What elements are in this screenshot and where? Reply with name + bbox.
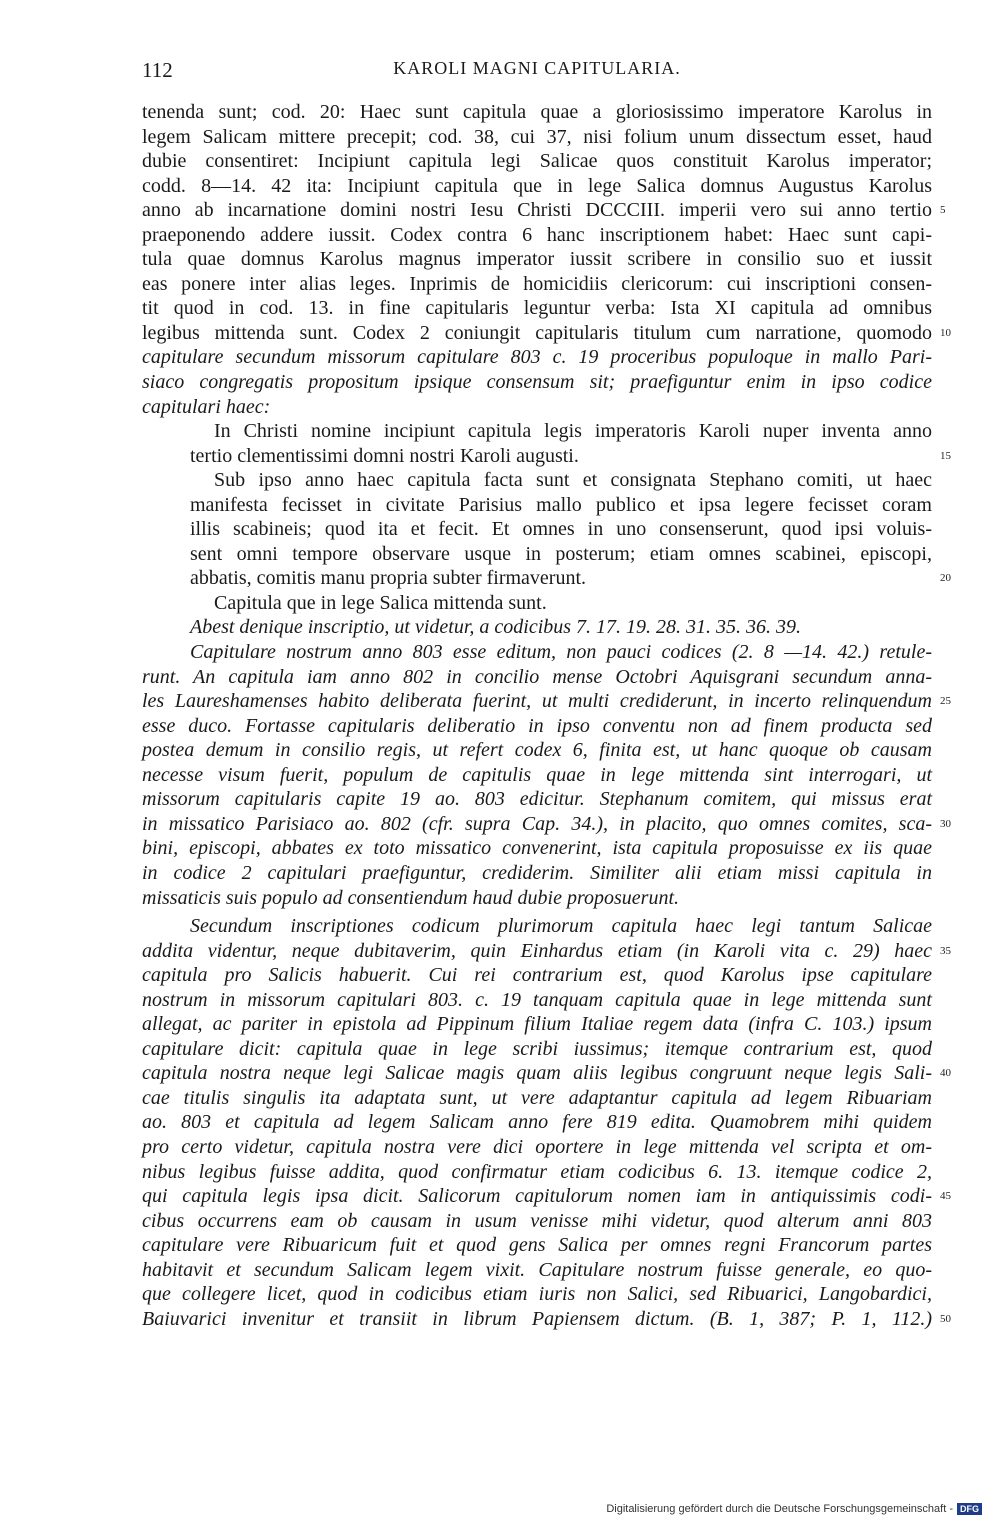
text-line: legem Salicam mittere precepit; cod. 38, cui 37, nisi folium unum dissectum esset, haud [142, 125, 932, 148]
text-line: postea demum in consilio regis, ut refert codex 6, finita est, ut hanc quoque ob causam [142, 739, 932, 762]
footer-text: Digitalisierung gefördert durch die Deutsche Forschungsgemeinschaft - [606, 1503, 953, 1515]
text-line: capitulare vere Ribuaricum fuit et quod gens Salica per omnes regni Francorum partes [142, 1234, 932, 1257]
text-line: Capitula que in lege Salica mittenda sunt. [214, 591, 547, 614]
text-line: runt. An capitula iam anno 802 in concilio mense Octobri Aquisgrani secundum anna- [142, 665, 932, 688]
text-line: siaco congregatis propositum ipsique consensum sit; praefiguntur enim in ipso codice [142, 371, 932, 394]
page-number: 112 [142, 58, 173, 82]
text-line: capitulare secundum missorum capitulare 803 c. 19 proceribus populoque in mallo Pari- [142, 346, 932, 369]
text-line: In Christi nomine incipiunt capitula legis imperatoris Karoli nuper inventa anno [214, 420, 932, 443]
margin-line-number: 20 [940, 572, 951, 584]
text-line: cibus occurrens eam ob causam in usum venisse mihi videtur, quod alterum anni 803 [142, 1209, 932, 1232]
text-line: missaticis suis populo ad consentiendum haud dubie proposuerunt. [142, 886, 680, 909]
text-line: habitavit et secundum Salicam legem vixit. Capitulare nostrum fuisse generale, eo quo- [142, 1258, 932, 1281]
text-line: tertio clementissimi domni nostri Karoli augusti. [190, 444, 579, 467]
text-line: pro certo videtur, capitula nostra vere dici oportere in lege mittenda vel scripta et om- [142, 1135, 932, 1158]
text-line: qui capitula legis ipsa dicit. Salicorum capitulorum nomen iam in antiquissimis codi- [142, 1185, 932, 1208]
text-line: Capitulare nostrum anno 803 esse editum, non pauci codices (2. 8 —14. 42.) retule- [190, 641, 932, 664]
text-line: que collegere licet, quod in codicibus etiam iuris non Salici, sed Ribuarici, Langobardici, [142, 1283, 932, 1306]
text-line: Secundum inscriptiones codicum plurimorum capitula haec legi tantum Salicae [190, 915, 932, 938]
page-header [142, 58, 932, 88]
margin-line-number: 25 [940, 695, 951, 707]
text-line: in missatico Parisiaco ao. 802 (cfr. supra Cap. 34.), in placito, quo omnes comites, sca- [142, 812, 932, 835]
text-line: addita videntur, neque dubitaverim, quin Einhardus etiam (in Karoli vita c. 29) haec [142, 939, 932, 962]
running-title: KAROLI MAGNI CAPITULARIA. [393, 58, 681, 78]
text-line: tenenda sunt; cod. 20: Haec sunt capitula quae a gloriosissimo imperatore Karolus in [142, 101, 932, 123]
margin-line-number: 50 [940, 1313, 951, 1325]
margin-line-number: 40 [940, 1067, 951, 1079]
text-line: anno ab incarnatione domini nostri Iesu Christi DCCCIII. imperii vero sui anno tertio [142, 199, 932, 222]
text-line: tit quod in cod. 13. in fine capitularis leguntur verba: Ista XI capitula ad omnibus [142, 297, 932, 320]
margin-line-number: 15 [940, 450, 951, 462]
text-line: Sub ipso anno haec capitula facta sunt et consignata Stephano comiti, ut haec [214, 469, 932, 492]
text-line: capitulari haec: [142, 395, 271, 418]
text-line: abbatis, comitis manu propria subter firmaverunt. [190, 567, 587, 590]
text-line: dubie consentiret: Incipiunt capitula legi Salicae quos constituit Karolus imperator; [142, 150, 932, 173]
text-body [142, 100, 932, 1331]
text-line: manifesta fecisset in civitate Parisius mallo publico et ipsa legere fecisset coram [190, 493, 932, 516]
margin-line-number: 30 [940, 818, 951, 830]
text-line: capitula pro Salicis habuerit. Cui rei contrarium est, quod Karolus ipse capitulare [142, 964, 932, 987]
text-line: illis scabineis; quod ita et fecit. Et omnes in uno consenserunt, quod ipsi voluis- [190, 518, 932, 541]
text-line: legibus mittenda sunt. Codex 2 coniungit capitularis titulum cum narratione, quomodo [142, 321, 932, 344]
text-line: praeponendo addere iussit. Codex contra 6 hanc inscriptionem habet: Haec sunt capi- [142, 223, 932, 246]
text-line: Abest denique inscriptio, ut videtur, a codicibus 7. 17. 19. 28. 31. 35. 36. 39. [190, 616, 802, 639]
text-line: nibus legibus fuisse addita, quod confirmatur etiam codicibus 6. 13. itemque codice 2, [142, 1160, 932, 1183]
text-line: missorum capitularis capite 19 ao. 803 edicitur. Stephanum comitem, qui missus erat [142, 788, 932, 811]
text-line: nostrum in missorum capitulari 803. c. 19 tanquam capitula quae in lege mittenda sunt [142, 988, 932, 1011]
text-line: allegat, ac pariter in epistola ad Pippinum filium Italiae regem data (infra C. 103.) ipsum [142, 1013, 932, 1036]
text-line: capitula nostra neque legi Salicae magis quam aliis legibus congruunt neque legis Sali- [142, 1062, 932, 1085]
text-line: codd. 8—14. 42 ita: Incipiunt capitula que in lege Salica domnus Augustus Karolus [142, 174, 932, 197]
footer-credit [606, 1503, 982, 1515]
text-line: necesse visum fuerit, populum de capitulis quae in lege mittenda sint interrogari, ut [142, 763, 932, 786]
text-line: ao. 803 et capitula ad legem Salicam anno fere 819 edita. Quamobrem mihi quidem [142, 1111, 932, 1134]
dfg-logo-icon: DFG [957, 1503, 982, 1515]
margin-line-number: 10 [940, 327, 951, 339]
text-line: eas ponere inter alias leges. Inprimis de homicidiis clericorum: cui inscriptioni consen- [142, 272, 932, 295]
margin-line-number: 45 [940, 1190, 951, 1202]
text-line: bini, episcopi, abbates ex toto missatico convenerint, ista capitula proposuisse ex iis quae [142, 837, 932, 860]
text-line: sent omni tempore observare usque in posterum; etiam omnes scabinei, episcopi, [190, 542, 932, 565]
margin-line-number: 35 [940, 945, 951, 957]
text-line: capitulare dicit: capitula quae in lege scribi iussimus; itemque contrarium est, quod [142, 1037, 932, 1060]
text-line: in codice 2 capitulari praefiguntur, crediderim. Similiter alii etiam missi capitula in [142, 861, 932, 884]
text-line: esse duco. Fortasse capitularis deliberatio in ipso conventu non ad finem producta sed [142, 714, 932, 737]
text-line: cae titulis singulis ita adaptata sunt, ut vere adaptantur capitula ad legem Ribuariam [142, 1086, 932, 1109]
text-line: tula quae domnus Karolus magnus imperator iussit scribere in consilio suo et iussit [142, 248, 932, 271]
text-line: Baiuvarici invenitur et transiit in librum Papiensem dictum. (B. 1, 387; P. 1, 112.) [142, 1307, 932, 1330]
text-line: les Laureshamenses habito deliberata fuerint, ut multi crediderunt, in incerto relinquendum [142, 690, 932, 713]
margin-line-number: 5 [940, 204, 946, 216]
